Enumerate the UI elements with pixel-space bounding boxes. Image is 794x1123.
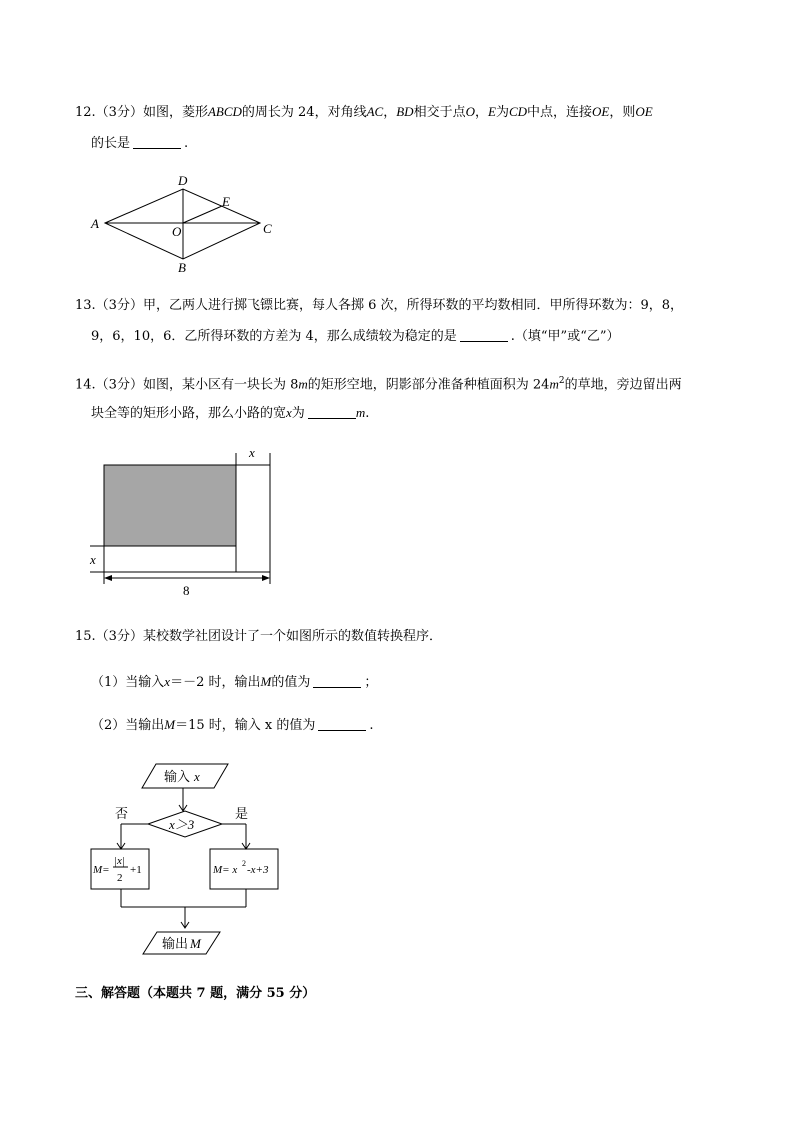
q14-sup: 2 (558, 376, 565, 386)
flow-output-var: M (190, 936, 201, 951)
q12-text-d: 为 (495, 105, 509, 120)
q12-text-b: 的周长为 24，对角线 (241, 105, 367, 120)
flow-input-label: 输入 (164, 769, 191, 784)
flow-no-label: 否 (115, 806, 129, 821)
flow-input-var: x (194, 769, 200, 784)
flow-right-sup: 2 (242, 859, 246, 868)
q12-text: 12.（3分）如图，菱形 (75, 105, 208, 120)
q15-sub1-a: （1）当输入 (91, 675, 165, 690)
flow-left-plus: +1 (130, 864, 142, 876)
q12-ac: AC (366, 104, 384, 119)
q12-abcd: ABCD (207, 104, 242, 119)
q12-bd: BD (396, 104, 414, 119)
q12-text-f: ，则 (609, 105, 636, 120)
q14-unit-m3: m (355, 405, 366, 420)
q12-text-c: 相交于点 (413, 105, 466, 120)
q15-sub1-b: ＝－2 时，输出 (170, 675, 261, 690)
q14-label-length: 8 (183, 583, 190, 598)
section-3-title-text: 三、解答题（本题共 7 题，满分 55 分） (75, 986, 316, 1001)
flow-left-den: 2 (117, 872, 123, 884)
q15-sub2-m: M (164, 717, 176, 732)
q13-text: 13.（3分）甲，乙两人进行掷飞镖比赛，每人各掷 6 次，所得环数的平均数相同．甲所得环数为：9，8， (75, 298, 684, 313)
flow-right-formula: M= x (213, 864, 238, 876)
q14-unit-m2: m (549, 376, 559, 392)
q15-sub1-c: 的值为 (271, 675, 311, 690)
q14-text-c: 的草地，旁边留出两 (564, 377, 682, 393)
q15-sub2-a: （2）当输出 (91, 718, 165, 733)
q12-cd: CD (508, 104, 528, 119)
section-3-title (75, 986, 315, 1002)
q12-comma2: ， (474, 105, 488, 120)
q12-label-b: B (178, 260, 186, 275)
q12-comma: ， (383, 105, 397, 120)
q12-oe2: OE (635, 104, 653, 119)
q15-text: 15.（3分）某校数学社团设计了一个如图所示的数值转换程序． (75, 629, 442, 644)
q12-label-d: D (178, 173, 188, 188)
q14-unit-m: m (298, 376, 308, 392)
q12-label-c: C (263, 221, 272, 236)
flow-left-num: |x| (114, 855, 125, 867)
q14-text-e: 为 (291, 406, 305, 421)
q14-text-d: 块全等的矩形小路，那么小路的宽 (91, 406, 287, 421)
q12-label-a: A (91, 216, 99, 231)
q13-text-3: .（填“甲”或“乙”） (510, 329, 620, 344)
q12-text-e: 中点，连接 (527, 105, 593, 120)
flow-left-m: M= (93, 864, 110, 876)
q12-line2-end: . (184, 136, 189, 151)
q12-label-e: E (222, 194, 230, 209)
flow-yes-label: 是 (235, 806, 249, 821)
q14-var-x: x (286, 405, 292, 420)
q12-line2-text: 的长是 (91, 136, 131, 151)
q12-o: O (465, 104, 475, 119)
q12-label-o: O (172, 224, 182, 239)
q15-sub2-end: . (369, 718, 374, 733)
flow-condition-text: x＞3 (169, 817, 195, 832)
q14-end: . (365, 406, 370, 421)
q12-oe: OE (592, 104, 610, 119)
q14-text-a: 14.（3分）如图，某小区有一块长为 8 (75, 377, 299, 393)
q15-sub1-x: x (164, 674, 171, 689)
q14-text-b: 的矩形空地，阴影部分准备种植面积为 24 (307, 377, 550, 393)
q14-label-x-top: x (249, 445, 255, 460)
flow-output-label: 输出 (162, 936, 189, 951)
flow-right-rest: -x+3 (247, 864, 269, 876)
q15-sub1-m: M (260, 674, 272, 689)
q15-sub1-end: ； (364, 675, 378, 690)
q14-label-x-left: x (90, 552, 96, 567)
q12-e: E (488, 104, 496, 119)
q13-text-2: 9，6，10，6．乙所得环数的方差为 4，那么成绩较为稳定的是 (91, 329, 457, 344)
q15-sub2-b: ＝15 时，输入 x 的值为 (175, 718, 316, 733)
